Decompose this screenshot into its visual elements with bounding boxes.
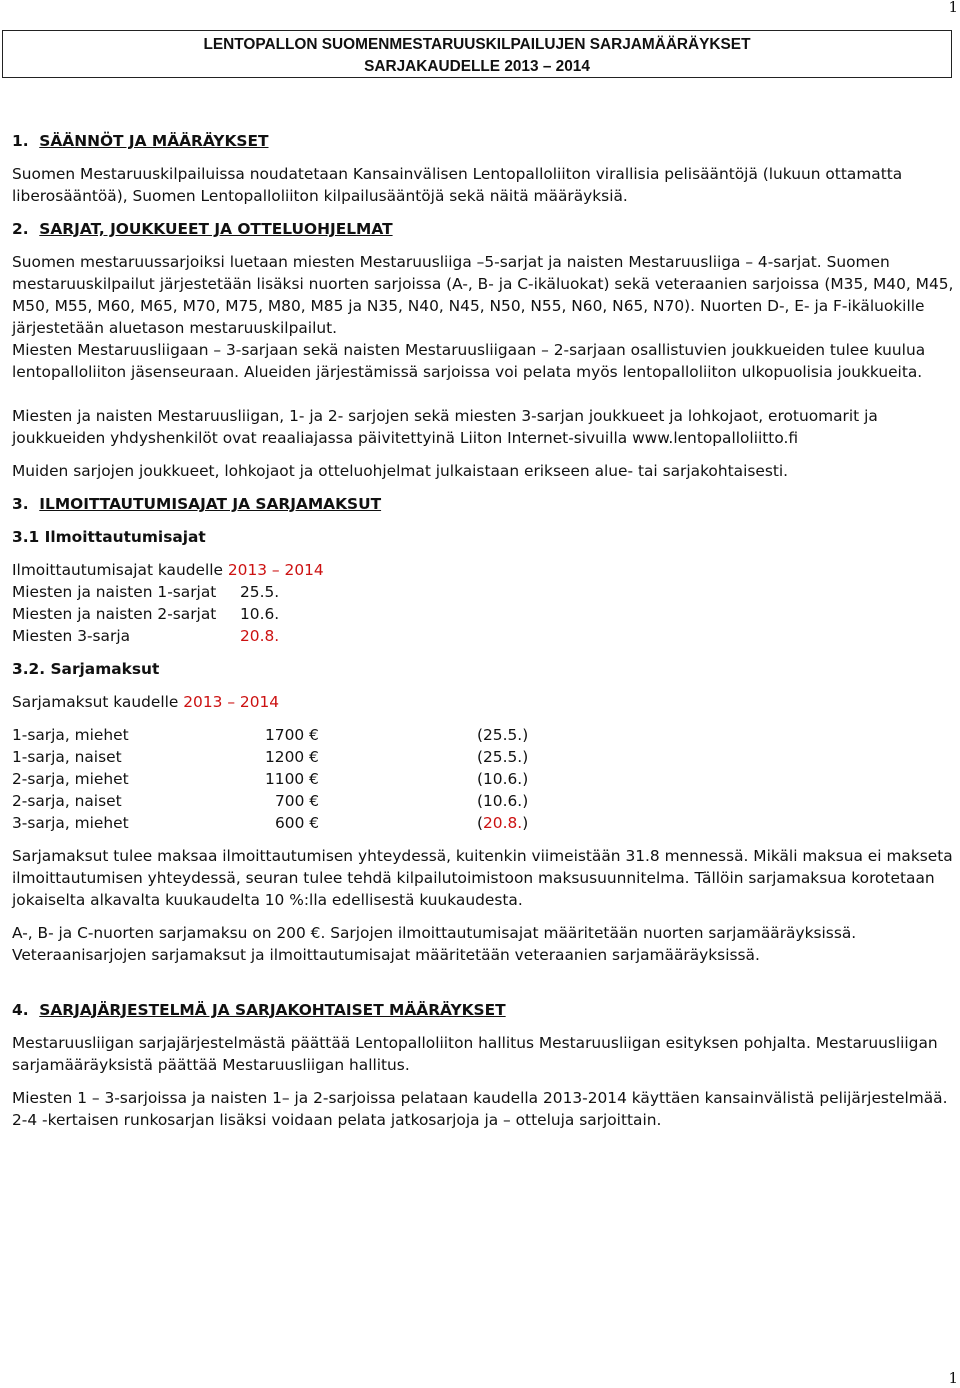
section-1-paragraph: Suomen Mestaruuskilpailuissa noudatetaan Kansainvälisen Lentopalloliiton virallisia pelisääntöjä (lukuun ottamatta liberosääntöä), Suomen Lentopalloliiton kilpailusääntöjä sekä näitä määräyksiä. xyxy=(12,165,903,205)
subsection-3-2-heading: 3.2. Sarjamaksut xyxy=(12,660,160,678)
page-number-top: 1 xyxy=(948,0,958,16)
registration-row: Miesten ja naisten 1-sarjat 25.5. xyxy=(12,583,280,601)
section-4-paragraph-2: Miesten 1 – 3-sarjoissa ja naisten 1– ja 2-sarjoissa pelataan kaudella 2013-2014 käyttäen kansainvälistä pelijärjestelmää. 2-4 -kertaisen runkosarjan lisäksi voidaan pelata jatkosarjoja ja – otteluja sarjoittain. xyxy=(12,1089,948,1129)
section-4-heading: 4. SARJAJÄRJESTELMÄ JA SARJAKOHTAISET MÄÄRÄYKSET xyxy=(12,1001,506,1019)
registration-season: 2013 – 2014 xyxy=(227,561,324,579)
fee-row: 1-sarja, naiset 1200 € ( 25.5. ) xyxy=(12,748,529,766)
document-subtitle: SARJAKAUDELLE 2013 – 2014 xyxy=(364,58,590,75)
subsection-3-1-heading: 3.1 Ilmoittautumisajat xyxy=(12,528,206,546)
document-title: LENTOPALLON SUOMENMESTARUUSKILPAILUJEN SARJAMÄÄRÄYKSET xyxy=(203,36,751,53)
section-2-paragraph-4: Muiden sarjojen joukkueet, lohkojaot ja otteluohjelmat julkaistaan erikseen alue- tai sarjakohtaisesti. xyxy=(12,462,789,480)
fees-season: 2013 – 2014 xyxy=(183,693,280,711)
fees-paragraph-1: Sarjamaksut tulee maksaa ilmoittautumisen yhteydessä, kuitenkin viimeistään 31.8 mennessä. Mikäli maksua ei makseta ilmoittautumisen yhteydessä, seuran tulee tehdä kilpailutoimistoon maksusuunnitelma. Tällöin sarjamaksua korotetaan jokaiselta alkavalta kuukaudelta 10 %:lla edellisestä kuukaudesta. xyxy=(12,847,953,909)
section-2-heading: 2. SARJAT, JOUKKUEET JA OTTELUOHJELMAT xyxy=(12,220,393,238)
section-2-paragraph-3: Miesten ja naisten Mestaruusliigan, 1- ja 2- sarjojen sekä miesten 3-sarjan joukkueet ja lohkojaot, erotuomarit ja joukkueiden yhdyshenkilöt ovat reaaliajassa päivitettyinä Liiton Internet-sivuilla www.lentopalloliitto.fi xyxy=(12,407,878,447)
document-title-box xyxy=(2,30,952,78)
fee-row: 1-sarja, miehet 1700 € ( 25.5. ) xyxy=(12,726,529,744)
fee-row: 2-sarja, naiset 700 € ( 10.6. ) xyxy=(12,792,529,810)
registration-row: Miesten 3-sarja 20.8. xyxy=(12,627,280,645)
section-2-paragraph-2: Miesten Mestaruusliigaan – 3-sarjaan sekä naisten Mestaruusliigaan – 2-sarjaan osallistuvien joukkueiden tulee kuulua lentopalloliiton jäsenseuraan. Alueiden järjestämissä sarjoissa voi pelata myös lentopalloliiton ulkopuolisia joukkueita. xyxy=(12,341,926,381)
fees-paragraph-2: A-, B- ja C-nuorten sarjamaksu on 200 €. Sarjojen ilmoittautumisajat määritetään nuorten sarjamääräyksissä. Veteraanisarjojen sarjamaksut ja ilmoittautumisajat määritetään veteraanien sarjamääräyksissä. xyxy=(12,924,857,964)
registration-intro: Ilmoittautumisajat kaudelle 2013 – 2014 xyxy=(12,561,324,579)
section-4-paragraph-1: Mestaruusliigan sarjajärjestelmästä päättää Lentopalloliiton hallitus Mestaruusliigan esityksen pohjalta. Mestaruusliigan sarjamääräyksistä päättää Mestaruusliigan hallitus. xyxy=(12,1034,938,1074)
fees-intro: Sarjamaksut kaudelle 2013 – 2014 xyxy=(12,693,280,711)
section-1-heading: 1. SÄÄNNÖT JA MÄÄRÄYKSET xyxy=(12,132,269,150)
section-3-heading: 3. ILMOITTAUTUMISAJAT JA SARJAMAKSUT xyxy=(12,495,382,513)
page-number-bottom: 1 xyxy=(948,1369,958,1387)
registration-row: Miesten ja naisten 2-sarjat 10.6. xyxy=(12,605,280,623)
document-body xyxy=(12,130,958,1131)
section-2-paragraph-1: Suomen mestaruussarjoiksi luetaan miesten Mestaruusliiga –5-sarjat ja naisten Mestaruusliiga – 4-sarjat. Suomen mestaruuskilpailut järjestetään lisäksi nuorten sarjoissa (A-, B- ja C-ikäluokat) sekä veteraanien sarjoissa (M35, M40, M45, M50, M55, M60, M65, M70, M75, M80, M85 ja N35, N40, N45, N50, N55, N60, N65, N70). Nuorten D-, E- ja F-ikäluokille järjestetään aluetason mestaruuskilpailut. xyxy=(12,253,954,337)
fee-row: 2-sarja, miehet 1100 € ( 10.6. ) xyxy=(12,770,529,788)
fee-row: 3-sarja, miehet 600 € ( 20.8. ) xyxy=(12,814,529,832)
